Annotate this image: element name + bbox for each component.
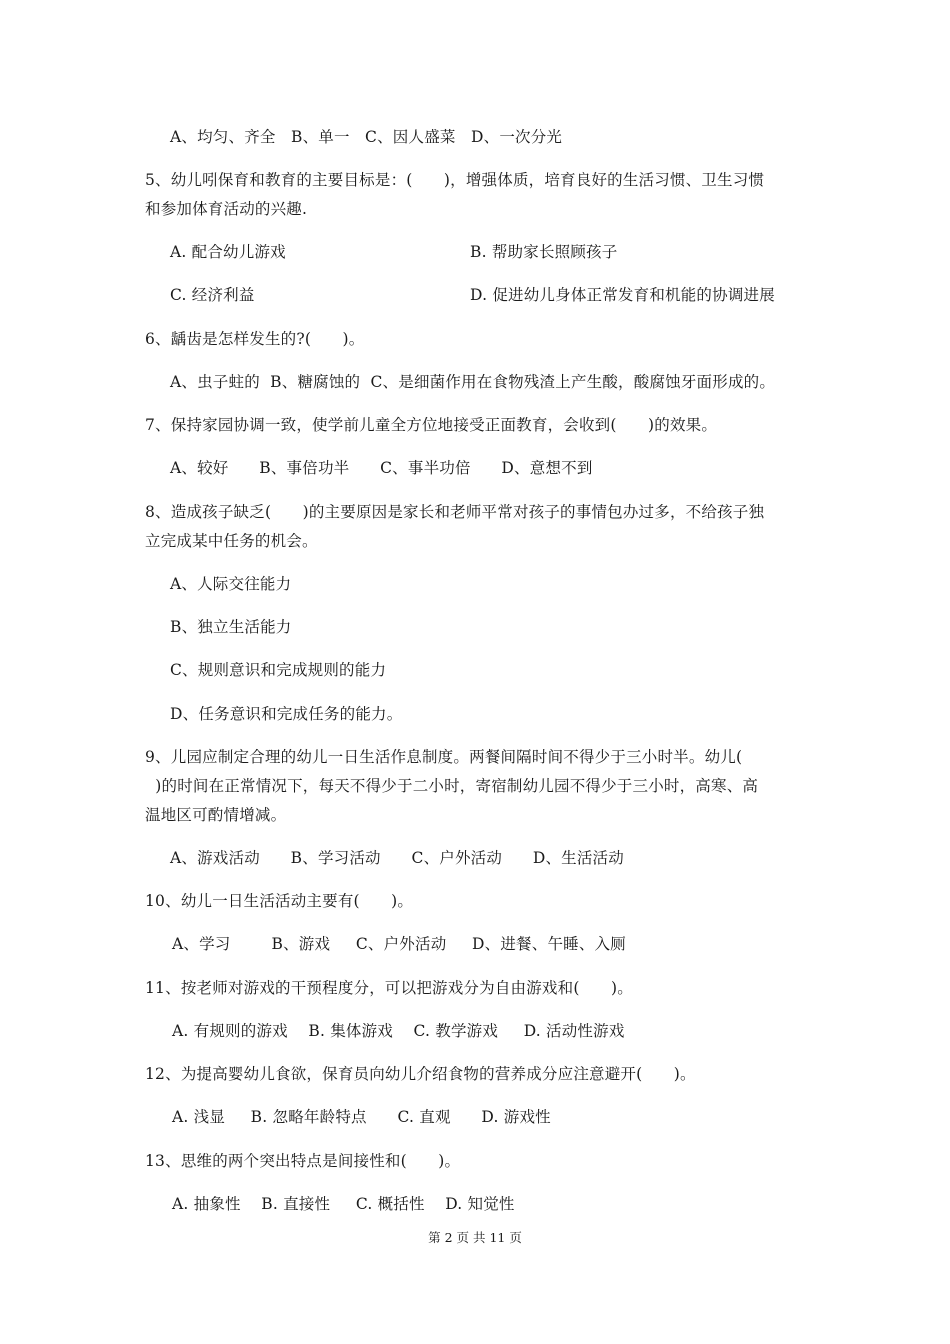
- q9-options: A、游戏活动 B、学习活动 C、户外活动 D、生活活动: [170, 849, 624, 867]
- q6-options: A、虫子蛀的 B、糖腐蚀的 C、是细菌作用在食物残渣上产生酸，酸腐蚀牙面形成的。: [170, 373, 776, 391]
- q10-stem: 10、幼儿一日生活活动主要有( )。: [145, 892, 414, 910]
- q11-stem: 11、按老师对游戏的干预程度分，可以把游戏分为自由游戏和( )。: [145, 979, 633, 997]
- q10-options: A、学习 B、游戏 C、户外活动 D、进餐、午睡、入厕: [172, 935, 626, 953]
- q8-option-a: A、人际交往能力: [170, 575, 292, 593]
- q11-options: A. 有规则的游戏 B. 集体游戏 C. 教学游戏 D. 活动性游戏: [172, 1022, 625, 1040]
- q13-options: A. 抽象性 B. 直接性 C. 概括性 D. 知觉性: [172, 1195, 515, 1213]
- q8-stem-line-2: 立完成某中任务的机会。: [145, 532, 318, 550]
- q8-stem-line-1: 8、造成孩子缺乏( )的主要原因是家长和老师平常对孩子的事情包办过多，不给孩子独: [145, 503, 765, 521]
- q8-option-b: B、独立生活能力: [170, 618, 292, 636]
- q7-options: A、较好 B、事倍功半 C、事半功倍 D、意想不到: [170, 459, 593, 477]
- q12-options: A. 浅显 B. 忽略年龄特点 C. 直观 D. 游戏性: [172, 1108, 551, 1126]
- q8-option-d: D、任务意识和完成任务的能力。: [170, 705, 403, 723]
- q5-option-b: B. 帮助家长照顾孩子: [470, 243, 618, 261]
- page-number-footer: 第 2 页 共 11 页: [428, 1230, 522, 1245]
- q12-stem: 12、为提高婴幼儿食欲，保育员向幼儿介绍食物的营养成分应注意避开( )。: [145, 1065, 696, 1083]
- q5-option-c: C. 经济利益: [170, 286, 255, 304]
- q8-option-c: C、规则意识和完成规则的能力: [170, 661, 387, 679]
- q9-stem-line-2: )的时间在正常情况下，每天不得少于二小时，寄宿制幼儿园不得少于三小时，高寒、高: [145, 777, 759, 795]
- q7-stem: 7、保持家园协调一致，使学前儿童全方位地接受正面教育，会收到( )的效果。: [145, 416, 718, 434]
- q5-option-a: A. 配合幼儿游戏: [170, 243, 286, 261]
- q5-option-d: D. 促进幼儿身体正常发育和机能的协调进展: [470, 286, 775, 304]
- q9-stem-line-1: 9、儿园应制定合理的幼儿一日生活作息制度。两餐间隔时间不得少于三小时半。幼儿(: [145, 748, 743, 766]
- q6-stem: 6、龋齿是怎样发生的?( )。: [145, 330, 365, 348]
- q13-stem: 13、思维的两个突出特点是间接性和( )。: [145, 1152, 461, 1170]
- q4-options: A、均匀、齐全 B、单一 C、因人盛菜 D、一次分光: [170, 128, 563, 146]
- q5-stem-line-2: 和参加体育活动的兴趣.: [145, 200, 308, 218]
- q5-stem-line-1: 5、幼儿吲保育和教育的主要目标是：( )，增强体质，培育良好的生活习惯、卫生习惯: [145, 171, 765, 189]
- q9-stem-line-3: 温地区可酌情增减。: [145, 806, 287, 824]
